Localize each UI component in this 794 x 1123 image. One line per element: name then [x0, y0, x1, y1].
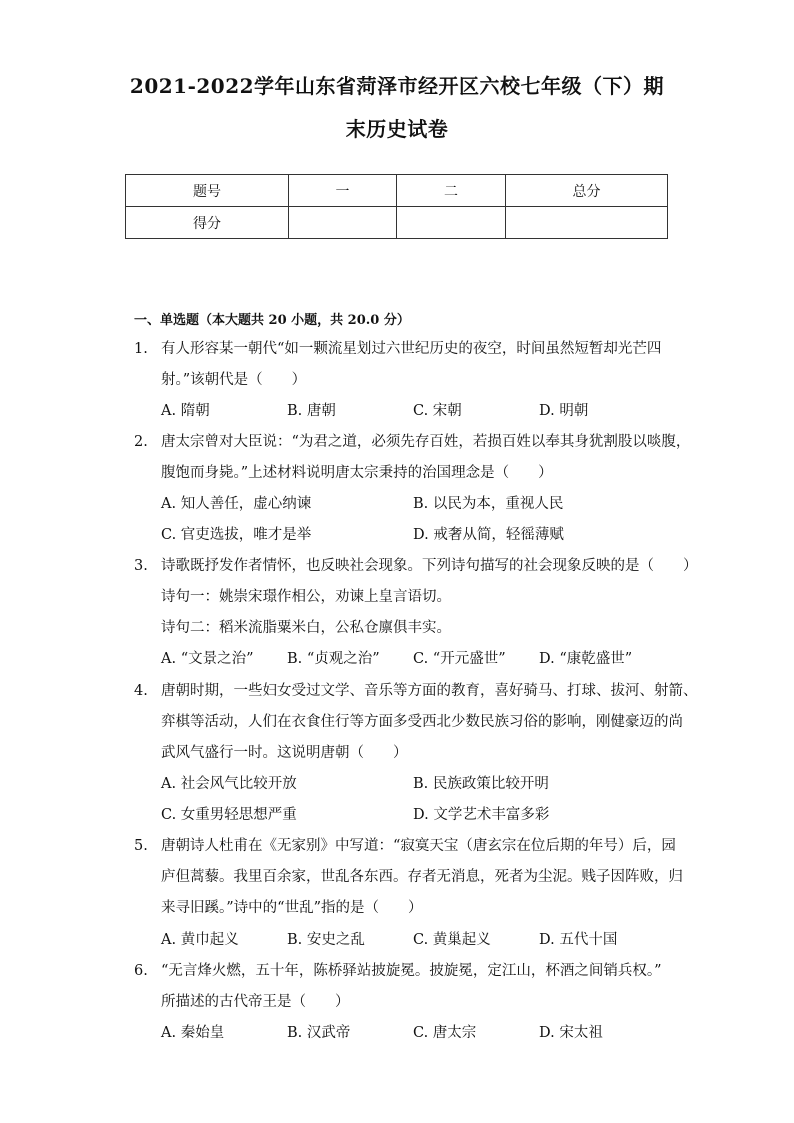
answer-option: A. 知人善任，虚心纳谏 [161, 496, 312, 512]
score-table-header-row [126, 175, 668, 207]
question-number: 5. [134, 838, 148, 854]
answer-option: B. “贞观之治” [287, 651, 380, 667]
question-text-line: 诗歌既抒发作者情怀，也反映社会现象。下列诗句描写的社会现象反映的是（ ） [161, 558, 698, 574]
answer-option: A. 隋朝 [161, 403, 210, 419]
answer-option: C. 女重男轻思想严重 [161, 807, 297, 823]
score-cell [397, 207, 506, 239]
score-cell [506, 207, 668, 239]
question-text-line: 诗句二：稻米流脂粟米白，公私仓廪俱丰实。 [161, 620, 451, 636]
answer-option: D. “康乾盛世” [539, 651, 633, 667]
question-text-line: 唐朝时期，一些妇女受过文学、音乐等方面的教育，喜好骑马、打球、拔河、射箭、 [161, 683, 698, 699]
answer-option: C. “开元盛世” [413, 651, 506, 667]
answer-option: D. 五代十国 [539, 932, 618, 948]
question-number: 3. [134, 558, 148, 574]
answer-option: A. 黄巾起义 [161, 932, 239, 948]
answer-option: B. 以民为本，重视人民 [413, 496, 564, 512]
score-header-cell: 总分 [506, 175, 668, 207]
exam-title-line2: 末历史试卷 [345, 117, 449, 141]
score-header-cell: 一 [289, 175, 397, 207]
score-row-label: 得分 [126, 207, 289, 239]
answer-option: B. 唐朝 [287, 403, 336, 419]
question-number: 4. [134, 683, 148, 699]
question-text-line: 唐朝诗人杜甫在《无家别》中写道：“寂寞天宝（唐玄宗在位后期的年号）后，园 [161, 838, 676, 854]
answer-option: B. 汉武帝 [287, 1025, 351, 1041]
question-text-line: 有人形容某一朝代“如一颗流星划过六世纪历史的夜空，时间虽然短暂却光芒四 [161, 341, 662, 357]
question-text-line: 腹饱而身毙。”上述材料说明唐太宗秉持的治国理念是（ ） [161, 465, 553, 481]
score-header-cell: 二 [397, 175, 506, 207]
answer-option: C. 唐太宗 [413, 1025, 477, 1041]
answer-option: B. 安史之乱 [287, 932, 365, 948]
question-text-line: 射。”该朝代是（ ） [161, 372, 307, 388]
question-text-line: 武风气盛行一时。这说明唐朝（ ） [161, 745, 408, 761]
answer-option: D. 明朝 [539, 403, 589, 419]
answer-option: C. 官吏选拔，唯才是举 [161, 527, 312, 543]
exam-title-line1: 2021-2022学年山东省菏泽市经开区六校七年级（下）期 [129, 74, 665, 98]
question-text-line: “无言烽火燃，五十年，陈桥驿站披旋冕。披旋冕，定江山，杯酒之间销兵权。” [161, 963, 662, 979]
section-heading: 一、单选题（本大题共 20 小题，共 20.0 分） [134, 313, 410, 328]
question-number: 1. [134, 341, 148, 357]
score-table-score-row [126, 207, 668, 239]
question-text-line: 庐但蒿藜。我里百余家，世乱各东西。存者无消息，死者为尘泥。贱子因阵败，归 [161, 869, 683, 885]
answer-option: D. 宋太祖 [539, 1025, 603, 1041]
answer-option: C. 黄巢起义 [413, 932, 491, 948]
question-text-line: 唐太宗曾对大臣说：“为君之道，必须先存百姓，若损百姓以奉其身犹割股以啖腹， [161, 434, 691, 450]
answer-option: A. 秦始皇 [161, 1025, 225, 1041]
question-text-line: 弈棋等活动，人们在衣食住行等方面多受西北少数民族习俗的影响，刚健豪迈的尚 [161, 714, 683, 730]
answer-option: D. 戒奢从简，轻徭薄赋 [413, 527, 564, 543]
score-table [125, 174, 668, 239]
answer-option: B. 民族政策比较开明 [413, 776, 549, 792]
answer-option: A. 社会风气比较开放 [161, 776, 297, 792]
answer-option: A. “文景之治” [161, 651, 254, 667]
question-number: 2. [134, 434, 148, 450]
question-number: 6. [134, 963, 148, 979]
answer-option: C. 宋朝 [413, 403, 462, 419]
question-text-line: 来寻旧蹊。”诗中的“世乱”指的是（ ） [161, 900, 423, 916]
question-text-line: 所描述的古代帝王是（ ） [161, 994, 350, 1010]
question-text-line: 诗句一：姚崇宋璟作相公，劝谏上皇言语切。 [161, 589, 451, 605]
answer-option: D. 文学艺术丰富多彩 [413, 807, 550, 823]
score-header-cell: 题号 [126, 175, 289, 207]
score-cell [289, 207, 397, 239]
